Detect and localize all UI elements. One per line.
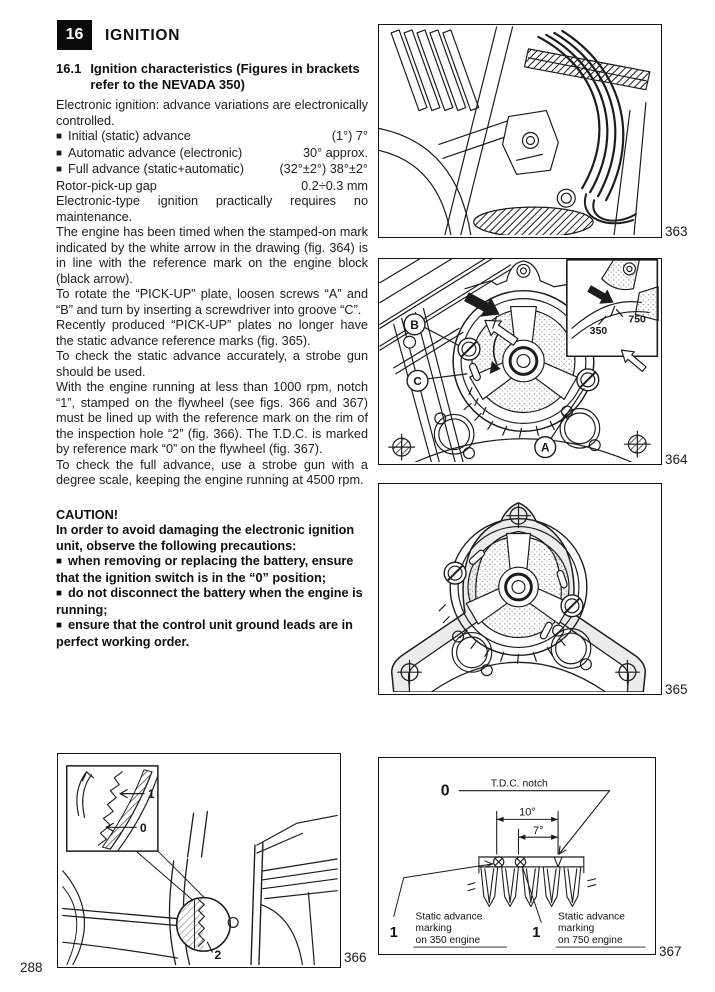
square-bullet-icon: ■ [56, 556, 63, 567]
lower-cables [474, 189, 636, 235]
hole-label: 2 [214, 948, 222, 963]
stamp-marks [494, 857, 562, 867]
svg-text:on 350 engine: on 350 engine [415, 935, 481, 947]
figure-365-new-pickup-plate-photo [378, 483, 662, 695]
timing-marks-schematic [379, 758, 653, 952]
body-paragraph: With the engine running at less than 1000 rpm, notch “1”, stamped on the flywheel (see figs. 366 and 367) must be lined up with the reference mark on the rim of the inspection hole “2” (fig. 366). The T.D.C. is marked by reference mark “0” on the flywheel (fig. 367). [56, 380, 368, 456]
caution-item-text: when removing or replacing the battery, ensure that the ignition switch is in the “0” position; [56, 554, 354, 585]
spec-value: (32°±2°) 38°±2° [279, 162, 368, 176]
spec-value: 30° approx. [302, 145, 368, 160]
spec-label: Automatic advance (electronic) [68, 145, 243, 160]
square-bullet-icon: ■ [56, 164, 63, 175]
chapter-number: 16 [65, 26, 84, 43]
chapter-title: IGNITION [105, 27, 181, 44]
figure-366-inspection-hole-photo [57, 753, 341, 968]
body-paragraph: To check the static advance accurately, a strobe gun should be used. [56, 349, 368, 379]
figure-number: 364 [665, 452, 688, 467]
page-number: 288 [20, 960, 43, 975]
caution-item-text: ensure that the control unit ground leads are in perfect working order. [56, 618, 353, 649]
spec-label: Rotor-pick-up gap [56, 178, 157, 193]
dimension-10deg [497, 806, 558, 854]
square-bullet-icon: ■ [56, 588, 63, 599]
body-paragraph: To rotate the “PICK-UP” plate, loosen screws “A” and “B” and turn by inserting a screwdriver into groove “C”. [56, 287, 368, 317]
svg-text:350: 350 [589, 326, 608, 338]
section-title: Ignition characteristics (Figures in brackets refer to the NEVADA 350) [90, 61, 360, 92]
caution-item [56, 618, 368, 650]
inset-leader-lines [136, 851, 209, 903]
svg-text:750: 750 [628, 314, 646, 326]
section-number: 16.1 [56, 61, 82, 76]
static-advance-350-number: 1 [389, 925, 398, 942]
chapter-number-box [57, 20, 92, 50]
svg-text:Static advance: Static advance [558, 911, 625, 923]
spec-row [56, 129, 368, 146]
caution-intro: In order to avoid damaging the electronic ignition unit, observe the following precautions: [56, 523, 355, 553]
svg-text:on 750 engine: on 750 engine [558, 935, 623, 947]
caution-title: CAUTION! [56, 507, 119, 522]
svg-text:0: 0 [140, 820, 147, 835]
square-bullet-icon: ■ [56, 620, 63, 631]
caution-item-text: do not disconnect the battery when the engine is running; [56, 586, 363, 617]
static-advance-350-caption [414, 911, 507, 947]
svg-text:7°: 7° [533, 825, 544, 838]
caution-block [56, 508, 368, 651]
gasket-rings [434, 406, 600, 458]
static-advance-750-caption [556, 911, 645, 947]
tdc-zero-label: 0 [440, 782, 450, 800]
tdc-leader [459, 791, 609, 854]
svg-text:C: C [413, 374, 422, 389]
caution-item [56, 586, 368, 618]
svg-text:Static advance: Static advance [415, 911, 483, 923]
spec-value: (1°) 7° [331, 129, 368, 143]
intro-paragraph: Electronic ignition: advance variations are electronically controlled. [56, 98, 368, 128]
figure-364-pickup-plate-photo [378, 258, 662, 465]
section-heading [56, 61, 368, 93]
static-advance-750-number: 1 [532, 925, 541, 942]
pickup-bracket [503, 111, 559, 175]
flywheel-cover-arc [379, 129, 471, 235]
svg-text:1: 1 [147, 787, 155, 802]
svg-text:B: B [410, 317, 419, 332]
leader-350 [394, 861, 493, 916]
cylinder-fins [391, 30, 479, 111]
figure-number: 367 [659, 944, 682, 959]
body-paragraph: Electronic-type ignition practically requires no maintenance. [56, 194, 368, 224]
spec-list [56, 129, 368, 194]
svg-text:A: A [540, 440, 550, 455]
dimension-7deg [518, 825, 558, 854]
square-bullet-icon: ■ [56, 131, 63, 142]
engine-case [251, 815, 337, 965]
figure-367-flywheel-marks-diagram [378, 757, 656, 955]
spec-label: Full advance (static+automatic) [68, 162, 244, 176]
screw-right [577, 369, 599, 391]
spec-row [56, 179, 368, 195]
engine-timing-drawing [379, 25, 659, 235]
svg-text:marking: marking [558, 923, 595, 935]
body-paragraph: To check the full advance, use a strobe gun with a degree scale, keeping the engine running at 4500 rpm. [56, 457, 368, 487]
kickstart-rod [63, 909, 185, 959]
svg-text:marking: marking [415, 923, 452, 935]
tdc-notch-label: T.D.C. notch [490, 778, 548, 790]
spec-label: Initial (static) advance [68, 129, 191, 143]
figure-363-timing-check-photo [378, 24, 662, 238]
body-paragraph: The engine has been timed when the stamped-on mark indicated by the white arrow in the drawing (fig. 364) is in line with the reference mark on the engine block (black arrow). [56, 225, 368, 286]
inset-timing-marks [567, 260, 658, 375]
pickup-plate-drawing [379, 259, 659, 462]
flywheel-inspection-drawing [58, 754, 338, 965]
body-paragraph: Recently produced “PICK-UP” plates no longer have the static advance reference marks (fig. 365). [56, 318, 368, 348]
svg-text:10°: 10° [519, 806, 536, 819]
figure-number: 365 [665, 682, 688, 697]
screw-b [458, 338, 480, 360]
spec-row [56, 162, 368, 179]
spec-row [56, 146, 368, 163]
figure-number: 363 [665, 224, 688, 239]
pickup-plate-no-marks-drawing [379, 484, 659, 692]
figure-number: 366 [344, 950, 367, 965]
spec-value: 0.2÷0.3 mm [301, 178, 368, 193]
text-column [56, 61, 368, 650]
caution-item [56, 554, 368, 586]
square-bullet-icon: ■ [56, 147, 63, 159]
inset-flywheel-teeth [67, 766, 158, 851]
wheel-arcs [63, 871, 85, 965]
